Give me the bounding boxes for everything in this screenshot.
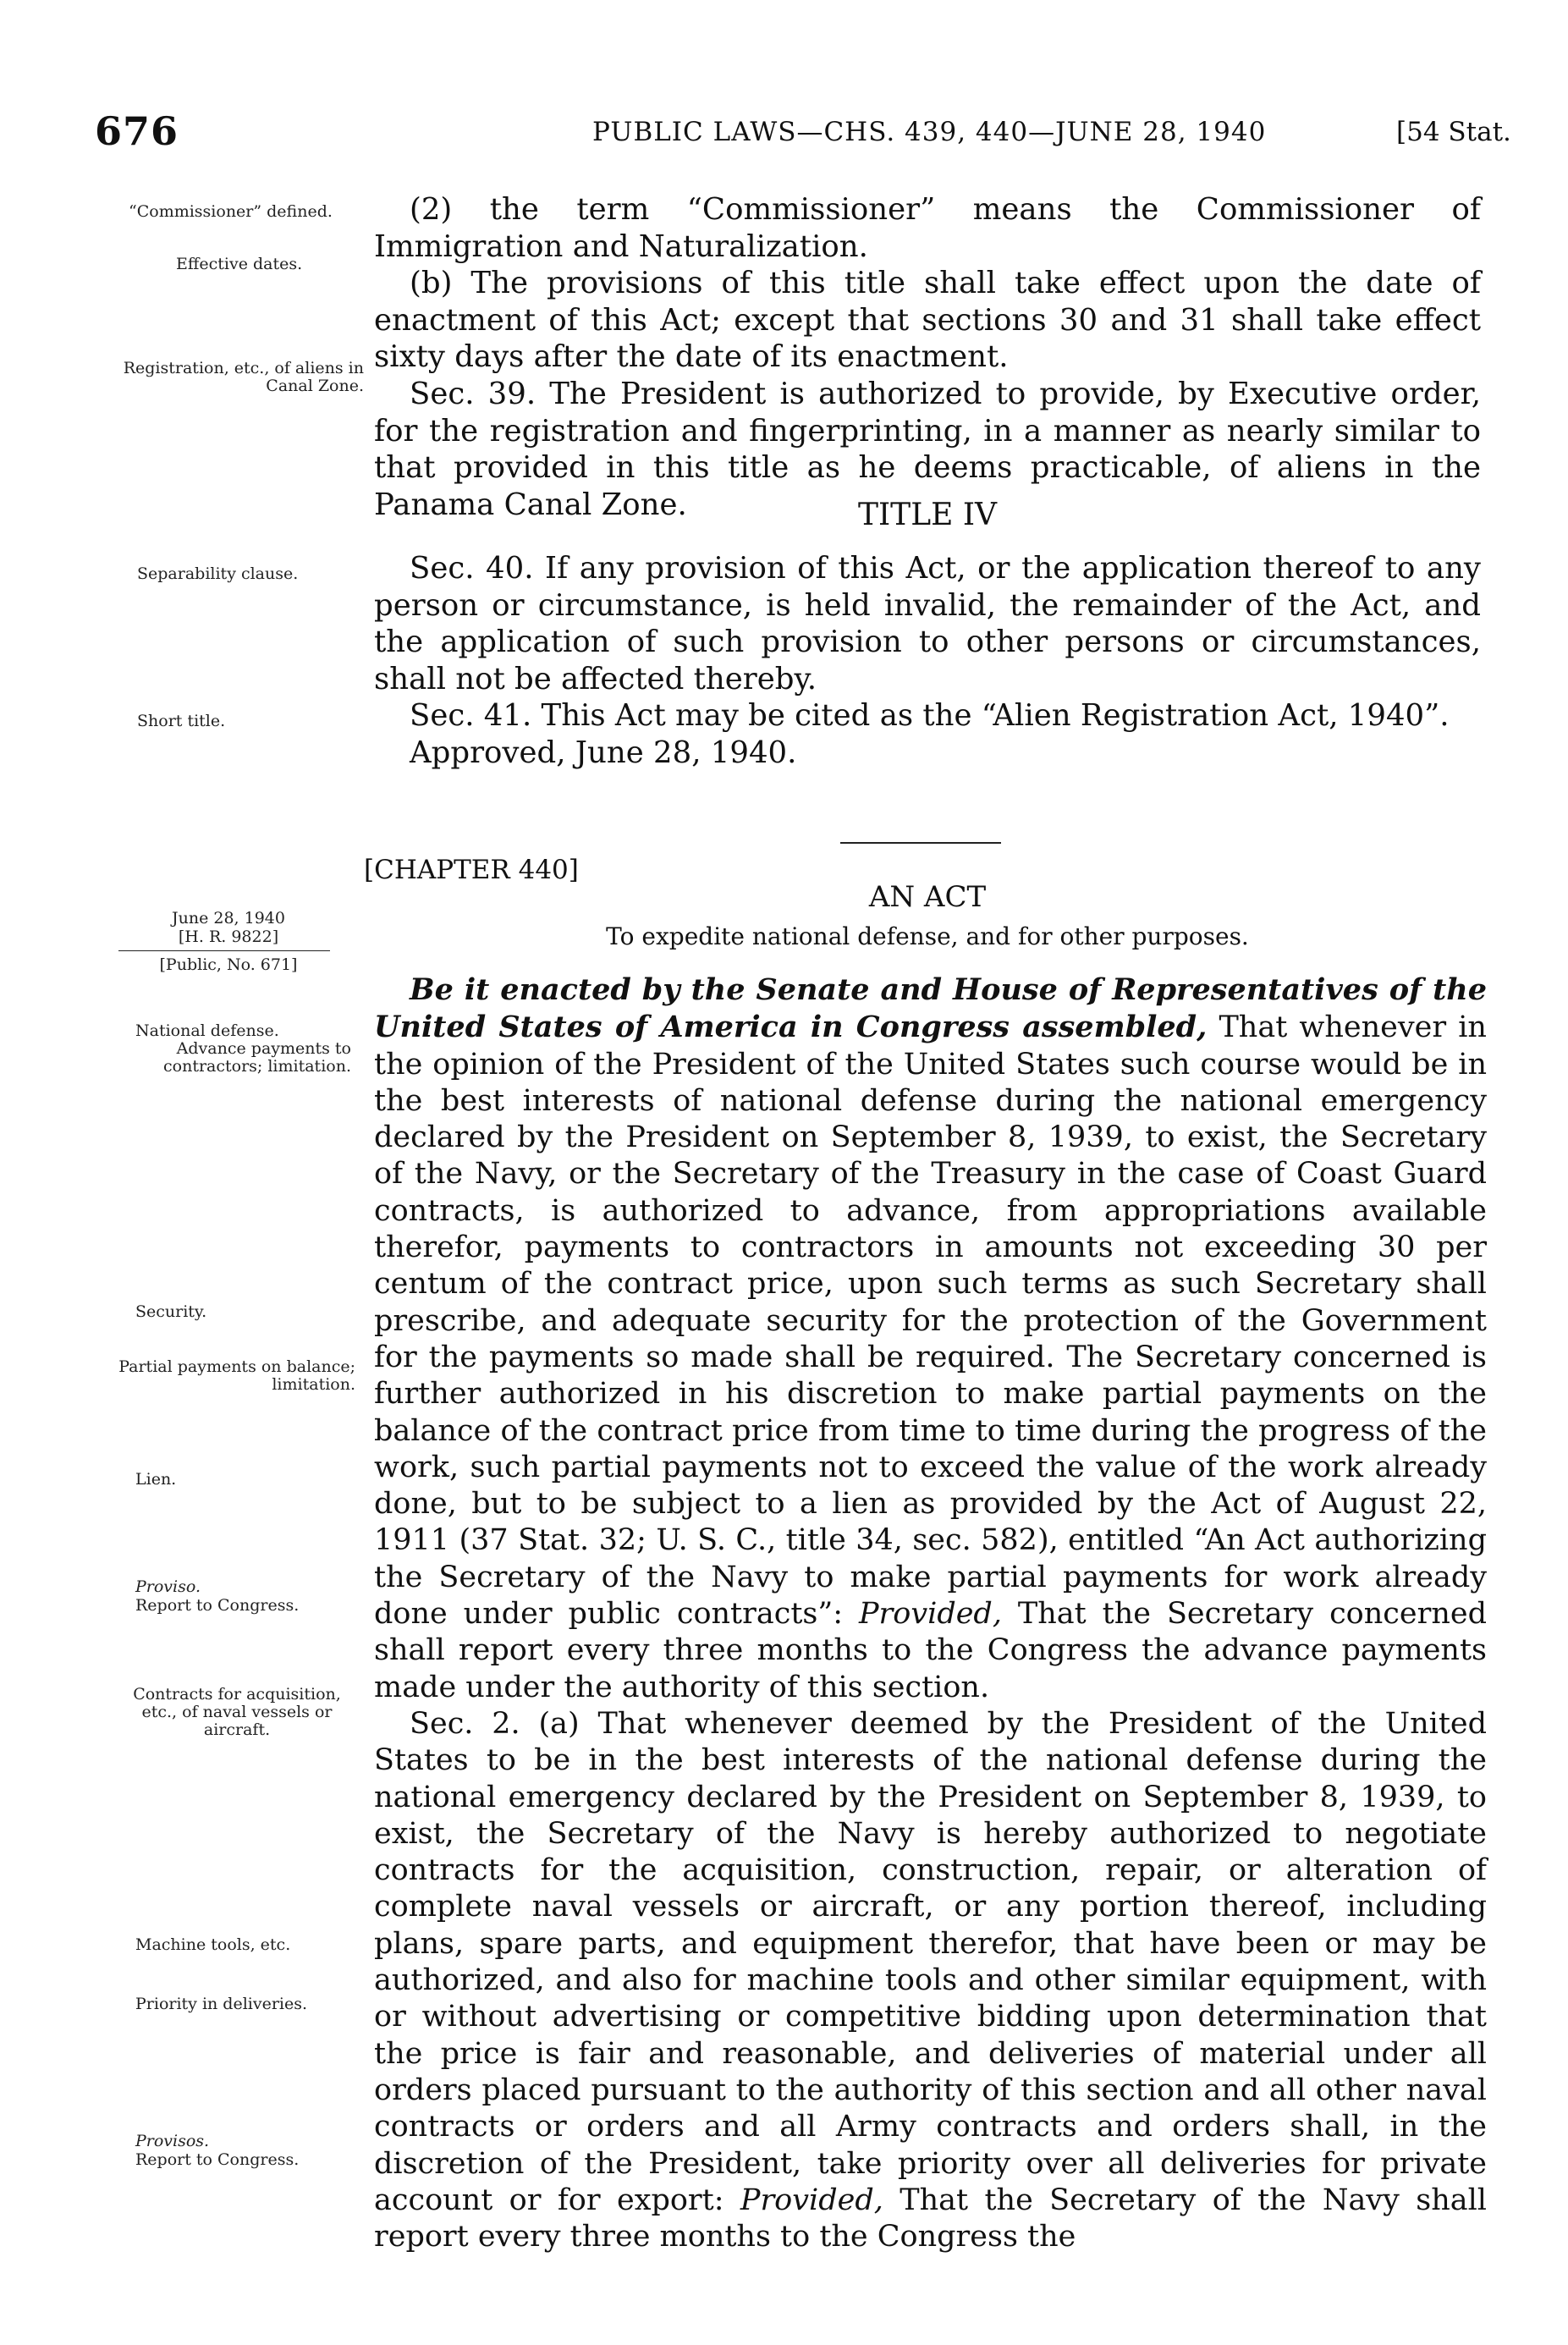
- chapter-label: [CHAPTER 440]: [364, 855, 579, 885]
- section-1-text: That whenever in the opinion of the President of the United States such course would be in the best interests of national defense during the national emergency declared by the President on September 8, 1939, to exist, the Secretary of the Navy, or the Secretary of the Treasury in the case of Coast Guard contracts, is authorized to advance, from appropriations available therefor, payments to contractors in amounts not exceeding 30 per centum of the contract price, upon such terms as such Secretary shall prescribe, and adequate security for the protection of the Government for the payments so made shall be required. The Secretary concerned is further authorized in his discretion to make partial payments on the balance of the contract price from time to time during the progress of the work, such partial payments not to exceed the value of the work already done, but to be subject to a lien as provided by the Act of August 22, 1911 (37 Stat. 32; U. S. C., title 34, sec. 582), entitled “An Act authorizing the Secretary of the Navy to make partial payments for work already done under public contracts”:: [374, 1010, 1487, 1632]
- running-head: PUBLIC LAWS—CHS. 439, 440—JUNE 28, 1940: [592, 117, 1267, 147]
- margin-note-security: Security.: [135, 1302, 207, 1321]
- section-39: Sec. 39. The President is authorized to provide, by Executive order, for the registration and fingerprinting, in a manner as nearly similar to that provided in this title as he deems practicable, of aliens in the Panama Canal Zone.: [374, 376, 1481, 522]
- margin-note-national-defense: National defense.: [135, 1021, 279, 1040]
- act-heading: AN ACT: [868, 880, 987, 914]
- chapter-divider-rule: [840, 842, 1001, 844]
- title-iii-end: [374, 191, 1481, 523]
- title-iv-heading: TITLE IV: [857, 498, 998, 532]
- margin-note-bill-date: June 28, 1940: [172, 909, 285, 928]
- margin-note-short-title: Short title.: [137, 712, 226, 730]
- margin-note-lien: Lien.: [135, 1470, 177, 1489]
- margin-note-bill-number: [H. R. 9822]: [178, 928, 279, 946]
- margin-note-effective-dates: Effective dates.: [176, 255, 303, 273]
- section-41: Sec. 41. This Act may be cited as the “Alien Registration Act, 1940”.: [410, 698, 1450, 734]
- margin-note-proviso: Proviso.: [135, 1577, 201, 1596]
- margin-note-provisos: Provisos.: [135, 2132, 210, 2150]
- margin-rule: [118, 950, 330, 951]
- margin-note-partial-payments: Partial payments on balance; limitation.: [118, 1357, 355, 1394]
- enacting-clause: Be it enacted by the Senate and House of Representatives of the United States of America in Congress assembled,: [374, 972, 1487, 1045]
- margin-note-report-to-congress-2: Report to Congress.: [135, 2150, 300, 2169]
- margin-note-advance-payments: Advance payments to contractors; limitation.: [163, 1039, 351, 1076]
- margin-note-registration-canal-zone: Registration, etc., of aliens in Canal Zone.: [123, 359, 364, 395]
- page-number: 676: [95, 108, 179, 154]
- section-40: Sec. 40. If any provision of this Act, or the application thereof to any person or circumstance, is held invalid, the remainder of the Act, and the application of such provision to other persons or circumstances, shall not be affected thereby.: [374, 551, 1481, 696]
- margin-note-public-number: [Public, No. 671]: [159, 955, 298, 974]
- section-1-proviso: That the Secretary concerned shall report every three months to the Congress the advance payments made under the authority of this section.: [374, 1597, 1487, 1704]
- section-1: [374, 972, 1487, 1706]
- paragraph-b-effective-dates: (b) The provisions of this title shall take effect upon the date of enactment of this Act; except that sections 30 and 31 shall take effect sixty days after the date of its enactment.: [374, 266, 1481, 375]
- proviso-word: Provided,: [859, 1597, 1002, 1632]
- section-2-proviso: That the Secretary of the Navy shall report every three months to the Congress the: [374, 2183, 1487, 2254]
- section-2-text: Sec. 2. (a) That whenever deemed by the President of the United States to be in the best interests of the national defense during the national emergency declared by the President on September 8, 1939, to exist, the Secretary of the Navy is hereby authorized to negotiate contracts for the acquisition, construction, repair, or alteration of complete naval vessels or aircraft, or any portion thereof, including plans, spare parts, and equipment therefor, that have been or may be authorized, and also for machine tools and other similar equipment, with or without advertising or competitive bidding upon determination that the price is fair and reasonable, and deliveries of material under all orders placed pursuant to the authority of this section and all other naval contracts or orders and all Army contracts and orders shall, in the discretion of the President, take priority over all deliveries for private account or for export:: [374, 1706, 1487, 2217]
- margin-note-contracts-acquisition: Contracts for acquisition, etc., of naval vessels or aircraft.: [133, 1685, 341, 1739]
- chapter-440-body: [374, 972, 1487, 2255]
- approval-date: Approved, June 28, 1940.: [410, 735, 797, 770]
- paragraph-2-commissioner: (2) the term “Commissioner” means the Commissioner of Immigration and Naturalization.: [374, 192, 1481, 264]
- section-2: [374, 1706, 1487, 2255]
- margin-note-machine-tools: Machine tools, etc.: [135, 1935, 291, 1954]
- margin-note-report-to-congress: Report to Congress.: [135, 1596, 300, 1615]
- act-subtitle: To expedite national defense, and for other purposes.: [606, 922, 1249, 950]
- proviso-word-2: Provided,: [740, 2183, 883, 2217]
- margin-note-commissioner-defined: “Commissioner” defined.: [129, 202, 333, 221]
- page-header: [0, 108, 1568, 159]
- title-iv-body: [374, 550, 1481, 772]
- margin-note-separability: Separability clause.: [137, 564, 299, 583]
- margin-note-priority: Priority in deliveries.: [135, 1995, 308, 2013]
- volume-reference: [54 Stat.: [1396, 117, 1511, 147]
